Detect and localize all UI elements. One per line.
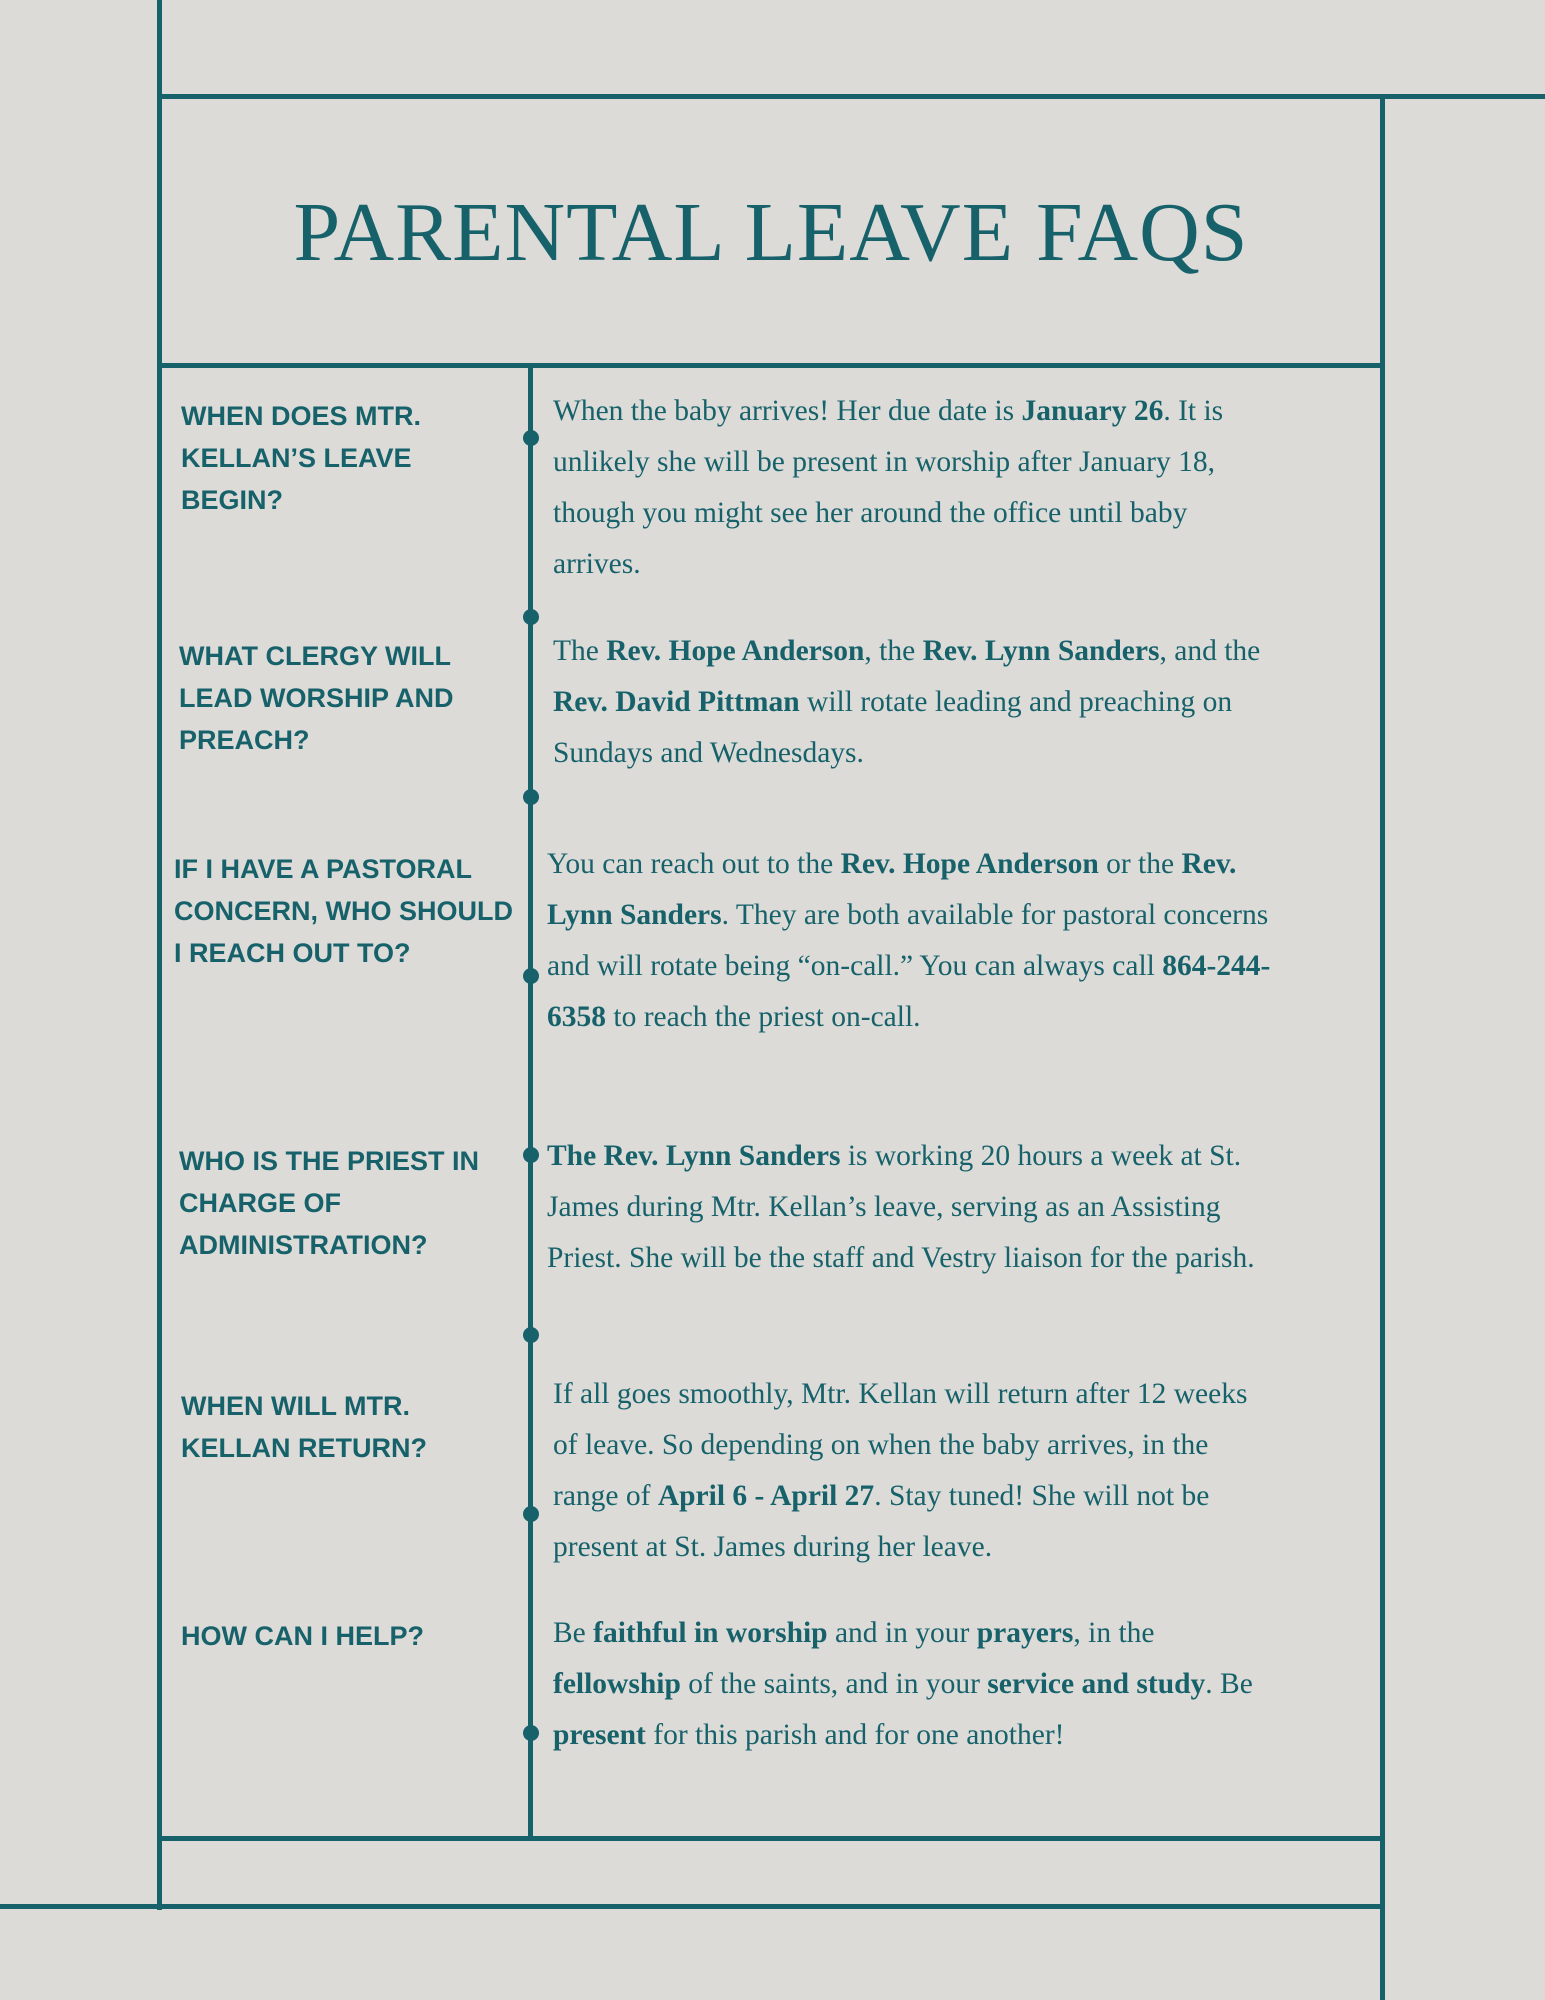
answer-text: for this parish and for one another! bbox=[645, 1719, 1065, 1751]
frame-left-vertical bbox=[157, 0, 162, 1910]
answer-emphasis: The Rev. Lynn Sanders bbox=[547, 1140, 841, 1172]
faq-answer bbox=[553, 1369, 1268, 1573]
answer-text: of the saints, and in your bbox=[680, 1668, 988, 1700]
answer-emphasis: service and study bbox=[987, 1668, 1206, 1700]
faq-answer bbox=[547, 839, 1272, 1043]
faq-question: WHEN WILL MTR. KELLAN RETURN? bbox=[181, 1391, 427, 1463]
answer-text: . They are both available for pastoral concerns and will rotate being “on-call.” You can always call bbox=[547, 899, 1269, 982]
timeline-dot bbox=[523, 1506, 539, 1522]
answer-text: Be bbox=[553, 1617, 594, 1649]
answer-text: will rotate leading and preaching on Sundays and Wednesdays. bbox=[553, 686, 1233, 769]
faq-question: WHO IS THE PRIEST IN CHARGE OF ADMINISTRATION? bbox=[179, 1146, 480, 1260]
answer-text: or the bbox=[1098, 848, 1182, 880]
faq-answer bbox=[553, 1608, 1283, 1761]
frame-right-vertical bbox=[1380, 94, 1385, 2000]
header-divider bbox=[157, 363, 1385, 368]
answer-emphasis: Rev. Hope Anderson bbox=[606, 635, 865, 667]
answer-text: . It is unlikely she will be present in worship after January 18, though you might see her around the office until baby arrives. bbox=[553, 395, 1224, 580]
answer-emphasis: Rev. Hope Anderson bbox=[840, 848, 1099, 880]
answer-text: is working 20 hours a week at St. James during Mtr. Kellan’s leave, serving as an Assisting Priest. She will be the staff and Vestry liaison for the parish. bbox=[547, 1140, 1255, 1274]
answer-emphasis: present bbox=[553, 1719, 646, 1751]
faq-answer bbox=[553, 386, 1268, 590]
answer-text: , the bbox=[864, 635, 923, 667]
footer-divider-bottom bbox=[0, 1904, 1385, 1909]
faq-question: WHAT CLERGY WILL LEAD WORSHIP AND PREACH? bbox=[179, 641, 454, 755]
timeline-dot bbox=[523, 968, 539, 984]
answer-emphasis: April 6 - April 27 bbox=[657, 1480, 875, 1512]
answer-text: . Stay tuned! She will not be present at St. James during her leave. bbox=[553, 1480, 1210, 1563]
answer-emphasis: faithful in worship bbox=[593, 1617, 828, 1649]
answer-text: , in the bbox=[1073, 1617, 1155, 1649]
footer-divider-top bbox=[157, 1836, 1385, 1841]
page-title: PARENTAL LEAVE FAQS bbox=[293, 186, 1249, 279]
answer-emphasis: prayers bbox=[976, 1617, 1074, 1649]
timeline-dot bbox=[523, 1725, 539, 1741]
answer-emphasis: Rev. Lynn Sanders bbox=[547, 848, 1237, 931]
faq-question: IF I HAVE A PASTORAL CONCERN, WHO SHOULD I REACH OUT TO? bbox=[174, 854, 513, 968]
frame-top-horizontal bbox=[157, 94, 1545, 99]
timeline-dot bbox=[523, 1147, 539, 1163]
faq-answer bbox=[553, 626, 1268, 779]
answer-emphasis: January 26 bbox=[1021, 395, 1164, 427]
column-divider bbox=[528, 363, 533, 1840]
answer-text: The bbox=[553, 635, 607, 667]
answer-text: and in your bbox=[827, 1617, 977, 1649]
answer-text: If all goes smoothly, Mtr. Kellan will return after 12 weeks of leave. So depending on when the baby arrives, in the range of bbox=[553, 1378, 1248, 1512]
answer-emphasis: Rev. David Pittman bbox=[553, 686, 800, 718]
answer-text: . Be bbox=[1205, 1668, 1253, 1700]
faq-answer bbox=[547, 1131, 1272, 1284]
timeline-dot bbox=[523, 1327, 539, 1343]
answer-text: to reach the priest on-call. bbox=[606, 1001, 921, 1033]
faq-question: HOW CAN I HELP? bbox=[181, 1621, 424, 1651]
answer-emphasis: 864-244-6358 bbox=[547, 950, 1271, 1033]
answer-text: You can reach out to the bbox=[547, 848, 841, 880]
timeline-dot bbox=[523, 789, 539, 805]
faq-question: WHEN DOES MTR. KELLAN’S LEAVE BEGIN? bbox=[181, 401, 421, 515]
timeline-dot bbox=[523, 609, 539, 625]
answer-emphasis: Rev. Lynn Sanders bbox=[922, 635, 1160, 667]
answer-text: , and the bbox=[1159, 635, 1261, 667]
answer-emphasis: fellowship bbox=[553, 1668, 681, 1700]
answer-text: When the baby arrives! Her due date is bbox=[553, 395, 1022, 427]
timeline-dot bbox=[523, 430, 539, 446]
